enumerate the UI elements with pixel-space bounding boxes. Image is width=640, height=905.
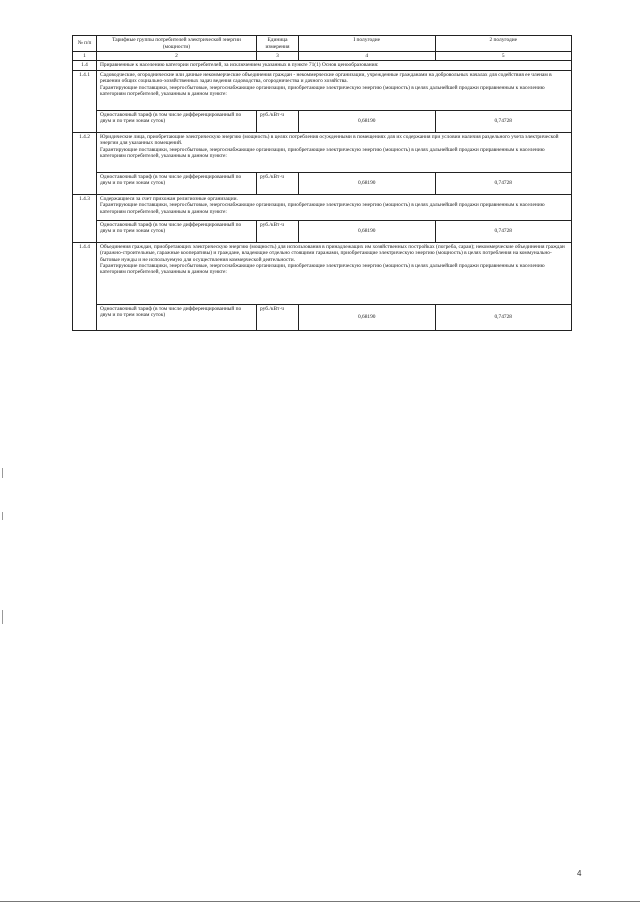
tariff-value-h2: 0,74728: [435, 220, 572, 242]
group-description: Объединения граждан, приобретающих электрическую энергию (мощность) для использования в принадлежащих им хозяйственных постройках (погреба, сараи); некоммерческие объединения граждан (гаражно-строительные, гаражные кооперативы) и граждане, владеющие отдельно стоящими гаражами, приобретающие электрическую энергию (мощность) в целях потребления на коммунально-бытовые нужды и не используемую для осуществления коммерческой деятельности.: [100, 243, 565, 263]
group-num: 1.4.3: [73, 194, 97, 242]
tariff-unit: руб./кВт·ч: [257, 304, 299, 330]
tariff-label: Одноставочный тариф (в том числе дифференцированный по двум и по трем зонам суток): [97, 172, 257, 194]
group-description-cell: [97, 70, 572, 110]
colnum-2: 2: [97, 52, 257, 61]
scan-bottom-rule: [0, 901, 640, 902]
group-description: Садоводческие, огороднические или дачные некоммерческие объединения граждан - некоммерческие организации, учрежденные гражданами на добровольных началах для содействия ее членам в решении общих социально-хозяйственных задач ведения садоводства, огородничества и дачного хозяйства.: [100, 71, 552, 85]
tariff-label: Одноставочный тариф (в том числе дифференцированный по двум и по трем зонам суток): [97, 220, 257, 242]
tariff-value-h1: 0,68190: [299, 110, 436, 132]
colnum-5: 5: [435, 52, 572, 61]
colnum-1: 1: [73, 52, 97, 61]
tariff-row: [73, 304, 572, 330]
group-note: Гарантирующие поставщики, энергосбытовые, энергоснабжающие организации, приобретающие электрическую энергию (мощность) в целях дальнейшей продажи приравненным к населению категориям потребителей, указанным в данном пункте:: [100, 263, 545, 276]
group-note: Гарантирующие поставщики, энергосбытовые, энергоснабжающие организации, приобретающие электрическую энергию (мощность) в целях дальнейшей продажи приравненным к населению категориям потребителей, указанным в данном пункте:: [100, 202, 545, 215]
tariff-unit: руб./кВт·ч: [257, 110, 299, 132]
tariff-value-h1: 0,68190: [299, 172, 436, 194]
column-number-row: [73, 52, 572, 61]
group-row: [73, 242, 572, 304]
tariff-value-h2: 0,74728: [435, 110, 572, 132]
group-description: Содержащиеся за счет прихожан религиозные организации.: [100, 195, 238, 202]
group-num: 1.4.2: [73, 132, 97, 194]
header-num: № п/п: [73, 36, 97, 52]
group-description-cell: [97, 132, 572, 172]
tariff-value-h1: 0,68190: [299, 220, 436, 242]
group-num: 1.4.4: [73, 242, 97, 330]
group-num: 1.4.1: [73, 70, 97, 132]
group-note: Гарантирующие поставщики, энергосбытовые, энергоснабжающие организации, приобретающие электрическую энергию (мощность) в целях дальнейшей продажи приравненным к населению категориям потребителей, указанным в данном пункте:: [100, 84, 545, 98]
tariff-value-h2: 0,74728: [435, 304, 572, 330]
colnum-4: 4: [299, 52, 436, 61]
group-description-cell: [97, 194, 572, 220]
tariff-unit: руб./кВт·ч: [257, 172, 299, 194]
page-number: 4: [577, 869, 582, 878]
group-note: Гарантирующие поставщики, энергосбытовые, энергоснабжающие организации, приобретающие электрическую энергию (мощность) в целях дальнейшей продажи приравненным к населению категориям потребителей, указанным в данном пункте:: [100, 146, 545, 160]
colnum-3: 3: [257, 52, 299, 61]
scan-edge-mark: [2, 512, 3, 520]
section-title: Приравненные к населению категории потребителей, за исключением указанных в пункте 71(1) Основ ценообразования:: [97, 61, 572, 70]
tariff-row: [73, 220, 572, 242]
tariff-row: [73, 110, 572, 132]
tariff-unit: руб./кВт·ч: [257, 220, 299, 242]
section-num: 1.4: [73, 61, 97, 70]
header-half2: 2 полугодие: [435, 36, 572, 52]
header-unit: Единица измерения: [257, 36, 299, 52]
tariff-value-h2: 0,74728: [435, 172, 572, 194]
group-row: [73, 194, 572, 220]
scan-edge-mark: [2, 610, 3, 624]
header-half1: I полугодие: [299, 36, 436, 52]
tariff-row: [73, 172, 572, 194]
group-row: [73, 132, 572, 172]
tariff-label: Одноставочный тариф (в том числе дифференцированный по двум и по трем зонам суток): [97, 304, 257, 330]
group-description-cell: [97, 242, 572, 304]
group-row: [73, 70, 572, 110]
group-description: Юридические лица, приобретающие электрическую энергию (мощность) в целях потребления осужденными в помещениях для их содержания при условии наличия раздельного учета электрической энергии для указанных помещений.: [100, 133, 559, 147]
header-group: Тарифные группы потребителей электрической энергии (мощности): [97, 36, 257, 52]
tariff-table: [72, 35, 572, 331]
tariff-label: Одноставочный тариф (в том числе дифференцированный по двум и по трем зонам суток): [97, 110, 257, 132]
tariff-value-h1: 0,68190: [299, 304, 436, 330]
scan-edge-mark: [2, 468, 3, 478]
table-header-row: [73, 36, 572, 52]
section-row: [73, 61, 572, 70]
